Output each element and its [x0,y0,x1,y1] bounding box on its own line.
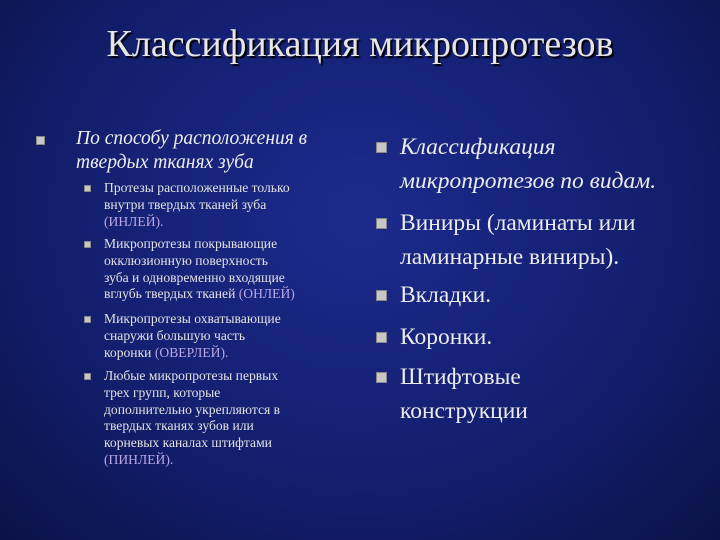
square-bullet-icon [376,290,387,301]
acronym: ОНЛЕЙ [243,286,291,302]
square-bullet-icon [376,218,387,229]
square-bullet-icon [84,316,91,323]
square-bullet-icon [84,241,91,248]
square-bullet-icon [376,142,387,153]
acronym: ИНЛЕЙ [108,213,156,229]
acronym: ОВЕРЛЕЙ [159,344,221,360]
slide-title: Классификация микропротезов [106,23,614,65]
square-bullet-icon [36,136,45,145]
square-bullet-icon [376,332,387,343]
left-heading-text: По способу расположения в твердых тканях зуба [76,128,308,173]
slide: Классификация микропротезов По способу расположения в твердых тканях зуба Протезы расположенные только внутри твердых тканей зуба (ИНЛЕЙ). Микропротезы покрывающие окклюзионную поверхность зуба и одновременно входящие вглубь твердых тканей (ОНЛЕЙ) Микропротезы охватывающие снаружи большую часть коронки (ОВЕРЛЕЙ). Любые микропротезы первых трех групп, которые дополнительно укрепляются в твердых тканях зубов или корневых каналах штифтами (ПИНЛЕЙ). Классификация микропротезов по видам. Виниры (ламинаты или ламинарные виниры). Вкладки. Коронки. Штифтовые конструкции [0,0,720,540]
square-bullet-icon [84,373,91,380]
acronym: ПИНЛЕЙ [108,451,166,467]
square-bullet-icon [376,372,387,383]
square-bullet-icon [84,185,91,192]
